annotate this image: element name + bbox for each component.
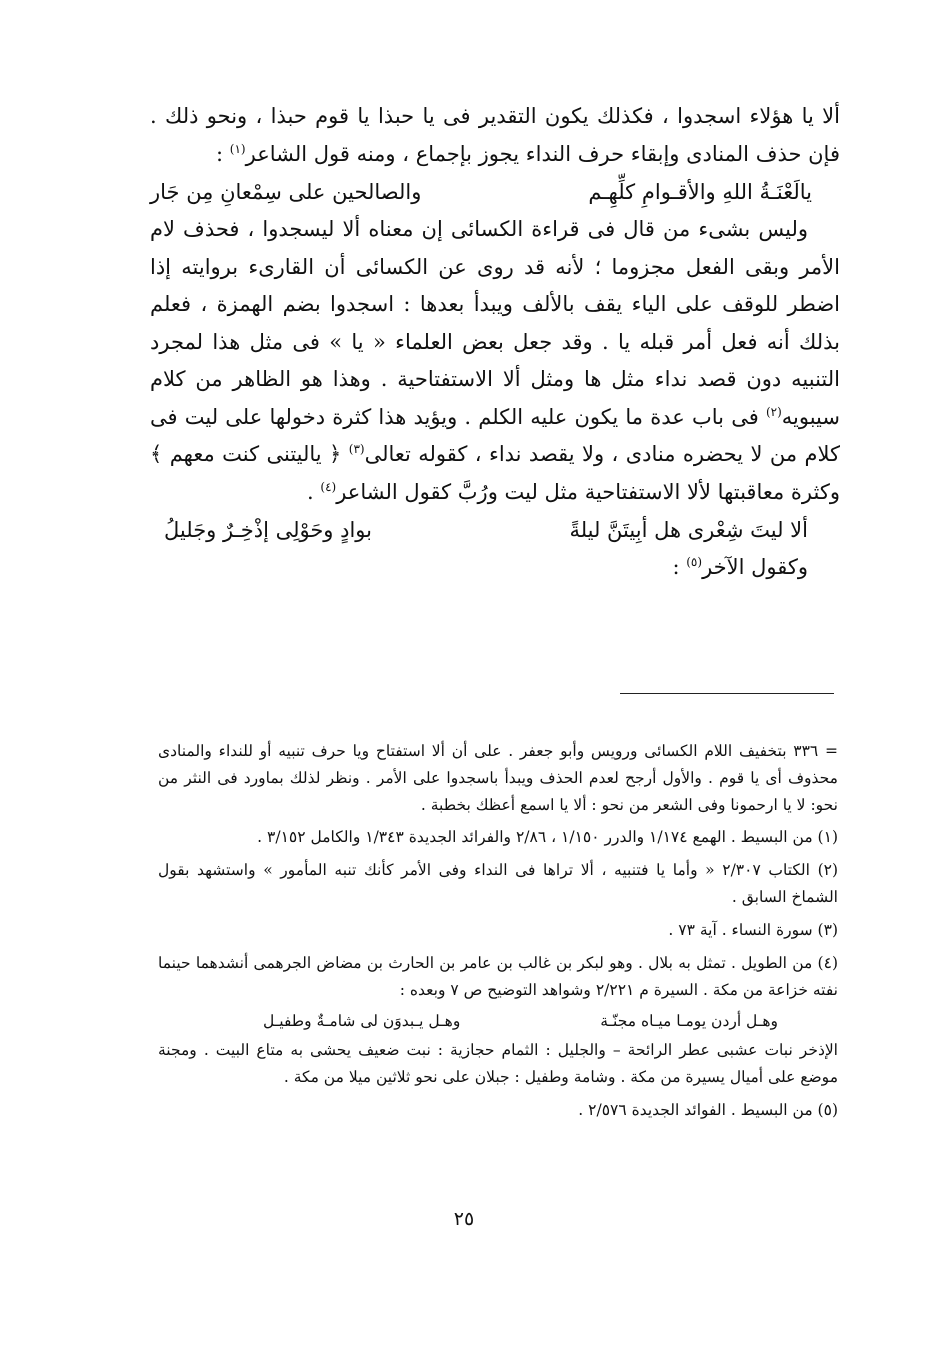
footnote-ref-4[interactable]: (٤) [320,479,337,494]
page-number: ٢٥ [453,1208,475,1230]
paragraph-2-text-c: ﴿ ياليتنى كنت معهم ﴾ وكثرة معاقبتها لألا الاستفتاحية مثل ليت ورُبَّ كقول الشاعر [150,442,840,504]
paragraph-3 [150,549,840,587]
footnote-ref-1[interactable]: (١) [229,141,246,156]
paragraph-1 [150,98,840,173]
footnote-ref-3[interactable]: (٣) [348,442,365,456]
paragraph-3-end: : [672,555,687,579]
footnote-4-verse [158,1008,838,1035]
paragraph-1-end: : [216,141,230,166]
footnote-2: (٢) الكتاب ٢/٣٠٧ « وأما يا فتنبيه ، ألا تراها فى النداء وفى الأمر كأنك تنبه المأمور » واستشهد بقول الشماخ السابق . [158,861,839,906]
footnote-ref-2[interactable]: (٢) [765,404,782,419]
paragraph-3-text: وكقول الآخر [702,555,808,579]
footnote-ref-5[interactable]: (٥) [686,555,703,569]
footnote-4-verse-second: وهـل يـبدوَن لى شامـةٌ وطفيـل [263,1012,461,1030]
footnotes [158,738,838,1130]
main-text [150,98,840,587]
footnote-continuation: = ٣٣٦ بتخفيف اللام الكسائى ورويس وأبو جعفر . على أن ألا استفتاح ويا حرف تنبيه أو للنداء والمنادى محذوف أى يا قوم . والأول أرجح لعدم الحذف ويبدأ باسجدوا على الأمر . ونظر لذلك بماورد فى النثر من نحو: لا يا ارحمونا وفى الشعر من نحو : ألا يا اسمع أعظك بخطبة . [158,742,839,814]
paragraph-2 [150,211,840,511]
paragraph-1-text: ألا يا هؤلاء اسجدوا ، فكذلك يكون التقدير فى يا حبذا يا قوم حبذا ، ونحو ذلك . فإن حذف المنادى وإبقاء حرف النداء يجوز بإجماع ، ومنه قول الشاعر [150,104,840,166]
paragraph-2-text-b: فى باب عدة ما يكون عليه الكلم . ويؤيد هذا كثرة دخولها على ليت فى كلام من لا يحضره منادى ، ولا يقصد نداء ، كقوله تعالى [150,404,841,466]
verse-1-first-hemistich: يالَعْنَـةُ اللهِ والأقـوامِ كلِّهِـم [588,180,812,204]
footnote-1: (١) من البسيط . الهمع ١/١٧٤ والدرر ١/١٥٠ ، ٢/٨٦ والفرائد الجديدة ١/٣٤٣ والكامل ٣/١٥٢ . [257,828,838,846]
footnote-3: (٣) سورة النساء . آية ٧٣ . [668,921,838,939]
footnote-5: (٥) من البسيط . الفوائد الجديدة ٢/٥٧٦ . [578,1101,838,1119]
verse-2-second-hemistich: بوادٍ وحَوْلِى إذْخِـرٌ وجَليلُ [164,518,373,542]
footnote-4-verse-first: وهـل أردن يومـا ميـاه مجنّـة [600,1012,778,1030]
footnote-4-tail: الإذخر نبات عشبى عطر الرائحة – والجليل : الثمام حجازية : نبت ضعيف يحشى به متاع البيت . ومجنة موضع على أميال يسيرة من مكة . وشامة وطفيل : جبلان على نحو ثلاثين ميلا من مكة . [158,1041,838,1086]
verse-1 [150,173,840,211]
paragraph-2-text-a: وليس بشىء من قال فى قراءة الكسائى إن معناه ألا ليسجدوا ، فحذف لام الأمر وبقى الفعل مجزوما ؛ لأنه قد روى عن الكسائى أن القارىء بروايته إذا اضطر للوقف على الياء يقف بالألف ويبدأ بعدها : اسجدوا بضم الهمزة ، فعلم بذلك أنه فعل أمر قبله يا . وقد جعل بعض العلماء « يا » فى مثل هذا لمجرد التنبيه دون قصد نداء مثل ها ومثل ألا الاستفتاحية . وهذا هو الظاهر من كلام سيبويه [150,217,840,429]
verse-2 [150,511,840,549]
verse-1-second-hemistich: والصالحين على سِمْعانِ مِن جَار [150,180,422,204]
verse-2-first-hemistich: ألا ليتَ شِعْرى هل أبِيتَنَّ ليلةً [569,518,808,542]
footnote-4: (٤) من الطويل . تمثل به بلال . وهو لبكر بن غالب بن عامر بن الحارث بن مضاض الجرهمى أنشدهما حينما نفته خزاعة من مكة . السيرة م ٢/٢٢١ وشواهد التوضيح ص ٧ وبعده : [158,954,838,999]
footnote-separator [620,693,834,694]
paragraph-2-end: . [307,479,321,504]
